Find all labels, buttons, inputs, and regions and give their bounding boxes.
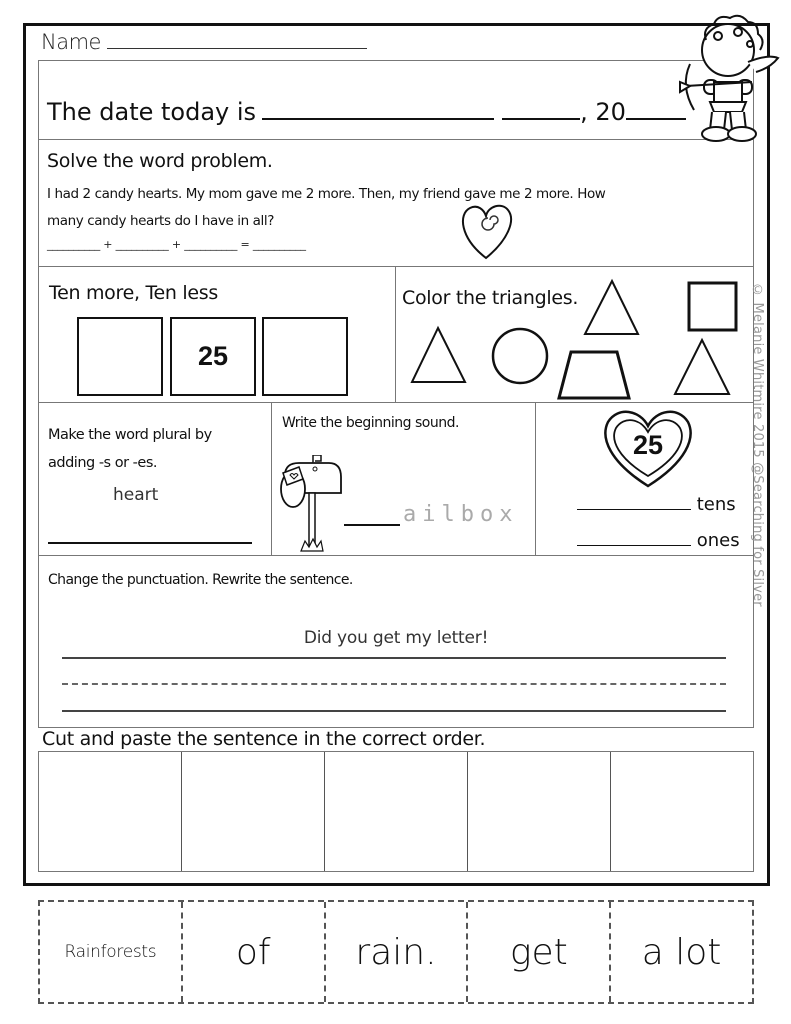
- paste-grid: [38, 751, 754, 872]
- punctuation-sentence: Did you get my letter!: [303, 628, 489, 648]
- copyright-text: © Melanie Whitmire 2015 @Searching for Silver: [750, 283, 765, 607]
- shapes-title: Color the triangles.: [402, 287, 579, 309]
- cut-out-words: [38, 900, 754, 1004]
- ones-label: ones: [696, 530, 740, 551]
- triangle-shape: [412, 328, 465, 382]
- place-value-number: 25: [632, 430, 664, 460]
- divider: [38, 402, 754, 403]
- paste-slot-5[interactable]: [611, 752, 753, 871]
- year-prefix: , 20: [580, 98, 626, 126]
- shapes-group: [396, 268, 741, 402]
- trapezoid-shape: [559, 352, 629, 398]
- ten-less-box[interactable]: [77, 317, 163, 396]
- triangle-shape: [585, 281, 638, 334]
- word-problem-text-1: I had 2 candy hearts. My mom gave me 2 more. Then, my friend gave me 2 more. How: [47, 186, 606, 202]
- tens-label: tens: [696, 494, 736, 515]
- date-row: [47, 98, 686, 126]
- paste-slot-1[interactable]: [39, 752, 182, 871]
- divider: [535, 402, 536, 555]
- circle-shape: [493, 329, 547, 383]
- cupid-icon: [676, 12, 780, 144]
- ones-blank[interactable]: [577, 532, 691, 546]
- word-card[interactable]: Rainforests: [40, 902, 183, 1002]
- plural-word: heart: [113, 485, 159, 505]
- given-number-box: 25: [170, 317, 256, 396]
- word-problem-text-2: many candy hearts do I have in all?: [47, 213, 275, 229]
- word-card[interactable]: get: [468, 902, 611, 1002]
- write-line-bottom[interactable]: [62, 710, 726, 712]
- plural-answer-line[interactable]: [48, 542, 252, 544]
- word-card[interactable]: of: [183, 902, 326, 1002]
- heart-icon: [456, 200, 516, 262]
- triangle-shape: [675, 340, 729, 394]
- write-line-top[interactable]: [62, 657, 726, 659]
- name-blank[interactable]: [107, 31, 367, 49]
- punctuation-title: Change the punctuation. Rewrite the sentence.: [48, 572, 353, 588]
- equation-blanks[interactable]: __________ + __________ + __________ = __________: [47, 238, 306, 251]
- plural-title-2: adding -s or -es.: [48, 455, 157, 471]
- beginning-sound-blank[interactable]: [344, 524, 400, 526]
- ones-row: [577, 530, 740, 551]
- cut-paste-title: Cut and paste the sentence in the correct order.: [42, 728, 489, 750]
- date-day-blank[interactable]: [502, 98, 580, 120]
- divider: [38, 555, 754, 556]
- name-label: Name: [41, 30, 101, 54]
- word-card[interactable]: a lot: [641, 931, 722, 973]
- mailbox-icon: [275, 455, 345, 555]
- paste-slot-4[interactable]: [468, 752, 611, 871]
- plural-title-1: Make the word plural by: [48, 427, 212, 443]
- ten-more-less-title: Ten more, Ten less: [49, 282, 218, 304]
- paste-slot-2[interactable]: [182, 752, 325, 871]
- date-label: The date today is: [47, 98, 257, 126]
- word-problem-title: Solve the word problem.: [47, 150, 273, 172]
- divider: [38, 266, 754, 267]
- square-shape: [689, 283, 736, 330]
- tens-row: [577, 494, 736, 515]
- word-card[interactable]: rain.: [326, 902, 469, 1002]
- paste-slot-3[interactable]: [325, 752, 468, 871]
- beginning-sound-title: Write the beginning sound.: [282, 415, 459, 431]
- traced-word: ailbox: [403, 502, 519, 527]
- tens-blank[interactable]: [577, 496, 691, 510]
- name-field[interactable]: [41, 30, 367, 54]
- date-month-blank[interactable]: [262, 98, 494, 120]
- write-line-middle[interactable]: [62, 683, 726, 685]
- plural-instructions: [48, 421, 212, 477]
- ten-more-box[interactable]: [262, 317, 348, 396]
- divider: [38, 139, 754, 140]
- divider: [271, 402, 272, 555]
